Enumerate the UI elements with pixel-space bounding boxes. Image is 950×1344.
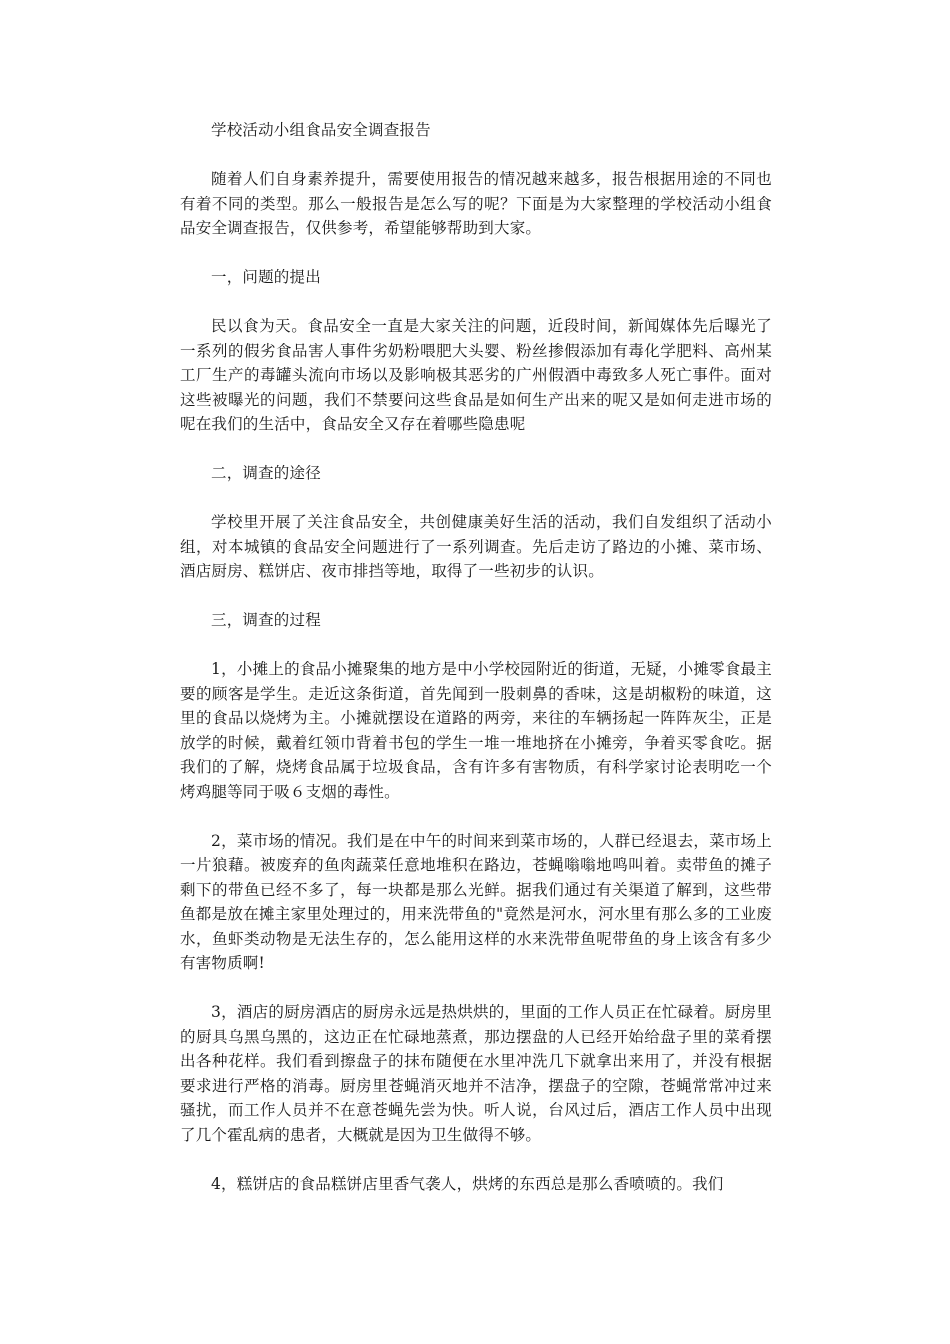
process-item-1: 1，小摊上的食品小摊聚集的地方是中小学校园附近的街道，无疑，小摊零食最主要的顾客是学生。走近这条街道，首先闻到一股刺鼻的香味，这是胡椒粉的味道，这里的食品以烧烤为主。小摊就摆设在道路的两旁，来往的车辆扬起一阵阵灰尘，正是放学的时候，戴着红领巾背着书包的学生一堆一堆地挤在小摊旁，争着买零食吃。据我们的了解，烧烤食品属于垃圾食品，含有许多有害物质，有科学家讨论表明吃一个烤鸡腿等同于吸６支烟的毒性。 [180,660,772,801]
section-heading-3: 三，调查的过程 [211,611,321,629]
section-paragraph-2: 学校里开展了关注食品安全，共创健康美好生活的活动，我们自发组织了活动小组，对本城镇的食品安全问题进行了一系列调查。先后走访了路边的小摊、菜市场、酒店厨房、糕饼店、夜市排挡等地，取得了一些初步的认识。 [180,513,772,580]
intro-paragraph: 随着人们自身素养提升，需要使用报告的情况越来越多，报告根据用途的不同也有着不同的类型。那么一般报告是怎么写的呢？下面是为大家整理的学校活动小组食品安全调查报告，仅供参考，希望能够帮助到大家。 [180,170,772,237]
section-heading-2: 二，调查的途径 [211,464,321,482]
document-title: 学校活动小组食品安全调查报告 [211,121,431,139]
process-item-4: 4，糕饼店的食品糕饼店里香气袭人，烘烤的东西总是那么香喷喷的。我们 [211,1174,724,1193]
process-item-2: 2，菜市场的情况。我们是在中午的时间来到菜市场的，人群已经退去，菜市场上一片狼藉。被废弃的鱼肉蔬菜任意地堆积在路边，苍蝇嗡嗡地鸣叫着。卖带鱼的摊子剩下的带鱼已经不多了，每一块都是那么光鲜。据我们通过有关渠道了解到，这些带鱼都是放在摊主家里处理过的，用来洗带鱼的"竟然是河水，河水里有那么多的工业废水，鱼虾类动物是无法生存的，怎么能用这样的水来洗带鱼呢带鱼的身上该含有多少有害物质啊! [180,831,772,972]
section-paragraph-1: 民以食为天。食品安全一直是大家关注的问题，近段时间，新闻媒体先后曝光了一系列的假劣食品害人事件劣奶粉喂肥大头婴、粉丝掺假添加有毒化学肥料、高州某工厂生产的毒罐头流向市场以及影响极其恶劣的广州假酒中毒致多人死亡事件。面对这些被曝光的问题，我们不禁要问这些食品是如何生产出来的呢又是如何走进市场的呢在我们的生活中，食品安全又存在着哪些隐患呢 [180,317,772,433]
process-item-3: 3，酒店的厨房酒店的厨房永远是热烘烘的，里面的工作人员正在忙碌着。厨房里的厨具乌黑乌黑的，这边正在忙碌地蒸煮，那边摆盘的人已经开始给盘子里的菜肴摆出各种花样。我们看到擦盘子的抹布随便在水里冲洗几下就拿出来用了，并没有根据要求进行严格的消毒。厨房里苍蝇消灭地并不洁净，摆盘子的空隙，苍蝇常常冲过来骚扰，而工作人员并不在意苍蝇先尝为快。听人说，台风过后，酒店工作人员中出现了几个霍乱病的患者，大概就是因为卫生做得不够。 [180,1003,772,1144]
section-heading-1: 一，问题的提出 [211,268,321,286]
document-body [180,118,772,1196]
